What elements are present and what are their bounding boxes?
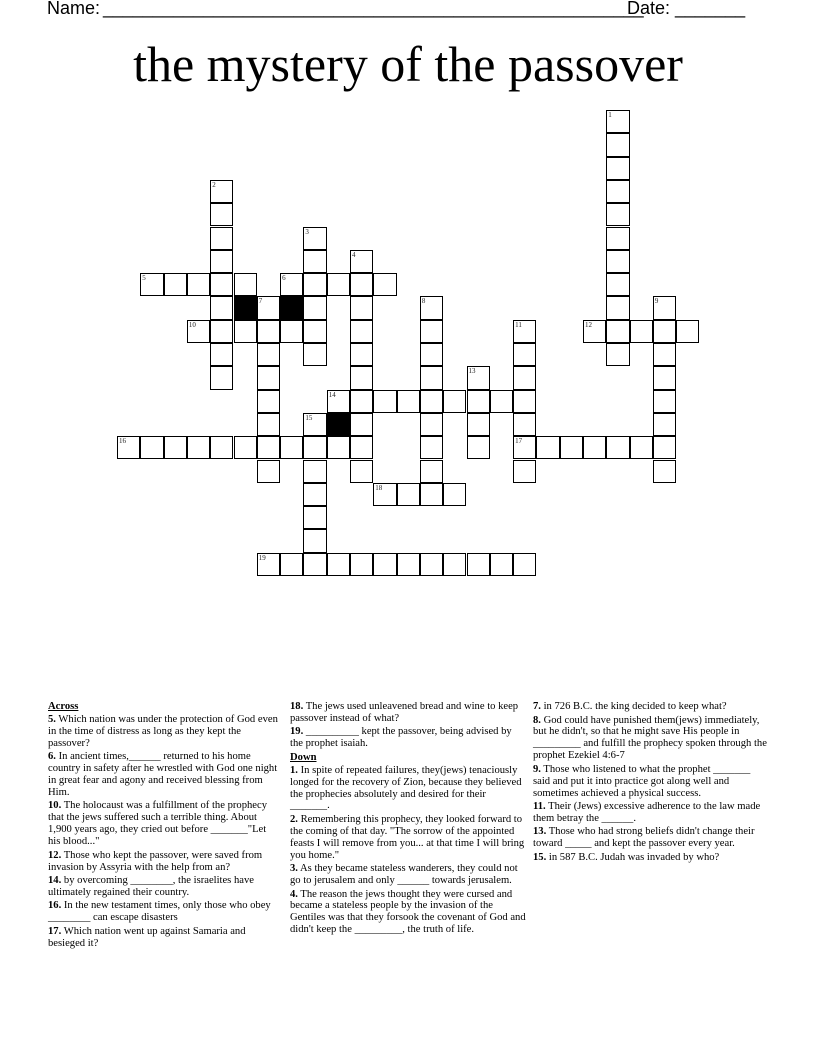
- grid-cell[interactable]: [606, 320, 629, 343]
- grid-cell[interactable]: [606, 133, 629, 156]
- grid-cell[interactable]: [467, 553, 490, 576]
- grid-cell[interactable]: [653, 366, 676, 389]
- clue-across-6: [48, 751, 280, 799]
- grid-cell[interactable]: [257, 343, 280, 366]
- grid-cell[interactable]: [303, 227, 326, 250]
- grid-cell[interactable]: [117, 436, 140, 459]
- grid-cell[interactable]: [327, 553, 350, 576]
- clue-text: Which nation was under the protection of God even in the time of distress as long as they kept the passover?: [48, 713, 278, 749]
- grid-cell[interactable]: [280, 273, 303, 296]
- grid-cell[interactable]: [210, 180, 233, 203]
- clue-down-7: [533, 701, 769, 713]
- clue-number: 12.: [48, 849, 62, 861]
- grid-cell[interactable]: [420, 483, 443, 506]
- grid-cell[interactable]: [350, 460, 373, 483]
- clue-number: 8.: [533, 714, 541, 726]
- grid-cell[interactable]: [257, 460, 280, 483]
- grid-cell[interactable]: [303, 273, 326, 296]
- clue-text: The jews used unleavened bread and wine to keep passover instead of what?: [290, 701, 519, 724]
- grid-cell[interactable]: [187, 273, 210, 296]
- grid-cell[interactable]: [630, 436, 653, 459]
- grid-cell[interactable]: [536, 436, 559, 459]
- clue-text: In ancient times,______ returned to his home country in safety after he wrestled with God one night in great fear and agony and received blessing from Him.: [48, 751, 278, 798]
- date-field[interactable]: Date: _______: [627, 0, 746, 18]
- grid-cell[interactable]: [467, 413, 490, 436]
- grid-cell[interactable]: [420, 553, 443, 576]
- grid-cell[interactable]: [257, 436, 280, 459]
- clue-down-15: [533, 852, 769, 864]
- grid-cell[interactable]: [513, 553, 536, 576]
- grid-cell[interactable]: [606, 203, 629, 226]
- grid-cell[interactable]: [210, 436, 233, 459]
- clue-number-label: 7: [258, 297, 263, 306]
- clues-column-1: [48, 701, 280, 951]
- grid-cell[interactable]: [606, 296, 629, 319]
- clue-number-label: 13: [468, 367, 476, 376]
- grid-cell[interactable]: [257, 296, 280, 319]
- grid-cell[interactable]: [653, 413, 676, 436]
- grid-cell[interactable]: [676, 320, 699, 343]
- grid-cell[interactable]: [420, 320, 443, 343]
- clue-down-2: [290, 814, 526, 862]
- clue-text: Remembering this prophecy, they looked forward to the coming of that day. "The sorrow of the appointed feasts I will remove from you... at that time I will bring you home.": [290, 813, 525, 861]
- grid-cell[interactable]: [257, 553, 280, 576]
- grid-cell[interactable]: [513, 320, 536, 343]
- clue-number-label: 2: [212, 180, 216, 189]
- grid-cell[interactable]: [350, 553, 373, 576]
- grid-cell[interactable]: [443, 553, 466, 576]
- clue-text: As they became stateless wanderers, they could not go to jerusalem and only ______ towards jerusalem.: [290, 863, 518, 887]
- grid-cell[interactable]: [490, 390, 513, 413]
- grid-cell[interactable]: [140, 273, 163, 296]
- grid-cell[interactable]: [257, 390, 280, 413]
- clue-text: The reason the jews thought they were cursed and became a stateless people by the invasion of the Gentiles was that they forsook the covenant of God and didn't keep the _________, the truth of life.: [290, 888, 526, 936]
- clue-number-label: 14: [328, 390, 336, 399]
- clue-down-1: [290, 765, 526, 813]
- grid-cell[interactable]: [606, 250, 629, 273]
- grid-cell[interactable]: [513, 366, 536, 389]
- clue-number: 19.: [290, 726, 304, 738]
- grid-cell[interactable]: [653, 296, 676, 319]
- clue-number: 4.: [290, 888, 298, 900]
- grid-cell[interactable]: [350, 320, 373, 343]
- clue-text: God could have punished them(jews) immediately, but he didn't, so that he might save His people in _________ and fulfill the prophecy spoken through the prophet Ezekiel 4:6-7: [533, 714, 767, 762]
- grid-cell[interactable]: [583, 320, 606, 343]
- crossword-grid: [117, 110, 717, 590]
- clue-number: 13.: [533, 826, 547, 838]
- clue-text: by overcoming ________, the israelites have ultimately regained their country.: [48, 875, 254, 898]
- clue-text: Which nation went up against Samaria and besieged it?: [48, 925, 246, 949]
- grid-cell[interactable]: [303, 483, 326, 506]
- clue-number-label: 15: [305, 413, 313, 422]
- grid-cell[interactable]: [140, 436, 163, 459]
- grid-cell[interactable]: [513, 343, 536, 366]
- grid-cell[interactable]: [257, 366, 280, 389]
- clue-down-11: [533, 801, 769, 825]
- grid-cell[interactable]: [257, 413, 280, 436]
- grid-cell[interactable]: [420, 460, 443, 483]
- clue-number: 15.: [533, 851, 547, 863]
- clue-number: 7.: [533, 701, 541, 712]
- grid-cell[interactable]: [187, 320, 210, 343]
- clue-down-4: [290, 889, 526, 937]
- grid-cell[interactable]: [303, 320, 326, 343]
- clue-number-label: 4: [352, 250, 356, 259]
- clue-number: 3.: [290, 863, 298, 875]
- black-cell: [327, 413, 350, 436]
- grid-cell[interactable]: [210, 343, 233, 366]
- clue-number: 10.: [48, 800, 62, 812]
- grid-cell[interactable]: [653, 460, 676, 483]
- grid-cell[interactable]: [653, 320, 676, 343]
- grid-cell[interactable]: [606, 436, 629, 459]
- clue-text: Those who listened to what the prophet _______ said and put it into practice got along well and sometimes achieved a physical success.: [533, 763, 751, 799]
- clue-down-13: [533, 826, 769, 850]
- clue-across-5: [48, 714, 280, 750]
- clue-number-label: 1: [608, 111, 612, 119]
- grid-cell[interactable]: [653, 390, 676, 413]
- clue-number-label: 10: [188, 320, 196, 329]
- clue-down-3: [290, 863, 526, 887]
- grid-cell[interactable]: [420, 436, 443, 459]
- clue-text: In the new testament times, only those who obey ________ can escape disasters: [48, 900, 271, 924]
- grid-cell[interactable]: [397, 483, 420, 506]
- grid-cell[interactable]: [210, 227, 233, 250]
- clue-text: Those who had strong beliefs didn't change their toward _____ and kept the passover every year.: [533, 826, 755, 850]
- grid-cell[interactable]: [350, 413, 373, 436]
- clue-number: 18.: [290, 701, 304, 712]
- grid-cell[interactable]: [303, 296, 326, 319]
- grid-cell[interactable]: [280, 436, 303, 459]
- clues-column-3: [533, 701, 769, 865]
- clue-number-label: 3: [305, 227, 309, 236]
- grid-cell[interactable]: [303, 460, 326, 483]
- page-title: the mystery of the passover: [133, 36, 683, 92]
- grid-cell[interactable]: [350, 343, 373, 366]
- clue-across-17: [48, 926, 280, 950]
- grid-cell[interactable]: [280, 320, 303, 343]
- grid-cell[interactable]: [210, 273, 233, 296]
- black-cell: [234, 296, 257, 319]
- clue-number-label: 11: [515, 320, 522, 329]
- across-heading: Across: [48, 701, 79, 712]
- grid-cell[interactable]: [350, 390, 373, 413]
- grid-cell[interactable]: [630, 320, 653, 343]
- clues-column-2: [290, 701, 526, 938]
- grid-cell[interactable]: [187, 436, 210, 459]
- grid-cell[interactable]: [513, 436, 536, 459]
- grid-cell[interactable]: [373, 273, 396, 296]
- grid-cell[interactable]: [303, 250, 326, 273]
- grid-cell[interactable]: [303, 506, 326, 529]
- clue-number-label: 9: [654, 297, 659, 306]
- grid-cell[interactable]: [234, 320, 257, 343]
- clue-number: 9.: [533, 763, 541, 775]
- grid-cell[interactable]: [350, 250, 373, 273]
- name-field[interactable]: ______________________________________________________: [103, 0, 644, 18]
- name-label: Name:: [47, 0, 101, 18]
- grid-cell[interactable]: [234, 436, 257, 459]
- clue-text: In spite of repeated failures, they(jews) tenaciously longed for the recovery of Zion, because they believed the prophecies absolutely and desired for their _______.: [290, 764, 522, 812]
- clue-number-label: 19: [258, 553, 266, 562]
- grid-cell[interactable]: [373, 483, 396, 506]
- clue-text: Their (Jews) excessive adherence to the law made them betray the ______.: [533, 801, 761, 824]
- grid-cell[interactable]: [420, 296, 443, 319]
- grid-cell[interactable]: [420, 413, 443, 436]
- grid-cell[interactable]: [210, 366, 233, 389]
- grid-cell[interactable]: [606, 343, 629, 366]
- grid-cell[interactable]: [303, 343, 326, 366]
- grid-cell[interactable]: [583, 436, 606, 459]
- grid-cell[interactable]: [210, 320, 233, 343]
- clue-down-8: [533, 715, 769, 763]
- clue-number-label: 5: [142, 274, 146, 283]
- grid-cell[interactable]: [397, 553, 420, 576]
- clue-text: Those who kept the passover, were saved from invasion by Assyria with the help from an?: [48, 849, 263, 873]
- grid-cell[interactable]: [490, 553, 513, 576]
- grid-cell[interactable]: [606, 273, 629, 296]
- grid-cell[interactable]: [420, 390, 443, 413]
- grid-cell[interactable]: [257, 320, 280, 343]
- grid-cell[interactable]: [560, 436, 583, 459]
- grid-cell[interactable]: [280, 553, 303, 576]
- grid-cell[interactable]: [397, 390, 420, 413]
- grid-cell[interactable]: [420, 366, 443, 389]
- grid-cell[interactable]: [606, 110, 629, 133]
- grid-cell[interactable]: [164, 436, 187, 459]
- clue-number-label: 12: [585, 320, 592, 329]
- clue-number-label: 18: [375, 483, 383, 492]
- grid-cell[interactable]: [327, 436, 350, 459]
- grid-cell[interactable]: [373, 390, 396, 413]
- grid-cell[interactable]: [513, 460, 536, 483]
- grid-cell[interactable]: [513, 390, 536, 413]
- clue-text: in 587 B.C. Judah was invaded by who?: [546, 851, 720, 863]
- grid-cell[interactable]: [327, 390, 350, 413]
- grid-cell[interactable]: [420, 343, 443, 366]
- grid-cell[interactable]: [303, 529, 326, 552]
- clue-across-14: [48, 875, 280, 899]
- grid-cell[interactable]: [513, 413, 536, 436]
- grid-cell[interactable]: [653, 436, 676, 459]
- grid-cell[interactable]: [653, 343, 676, 366]
- grid-cell[interactable]: [210, 203, 233, 226]
- clue-down-9: [533, 764, 769, 800]
- clue-text: __________ kept the passover, being advised by the prophet isaiah.: [290, 726, 512, 750]
- grid-cell[interactable]: [606, 157, 629, 180]
- clue-number: 5.: [48, 713, 56, 725]
- clue-number: 2.: [290, 813, 298, 825]
- grid-cell[interactable]: [443, 390, 466, 413]
- grid-cell[interactable]: [350, 436, 373, 459]
- clue-number: 16.: [48, 900, 62, 912]
- black-cell: [280, 296, 303, 319]
- grid-cell[interactable]: [467, 436, 490, 459]
- clue-number-label: 16: [119, 437, 126, 446]
- grid-cell[interactable]: [210, 250, 233, 273]
- grid-cell[interactable]: [606, 180, 629, 203]
- clue-text: The holocaust was a fulfillment of the prophecy that the jews suffered such a terrible thing. About 1,900 years ago, they cried out before _______"Let his blood...": [48, 800, 267, 848]
- clue-across-12: [48, 850, 280, 874]
- clue-number-label: 17: [515, 437, 523, 446]
- clue-number: 14.: [48, 875, 62, 887]
- grid-cell[interactable]: [467, 390, 490, 413]
- clue-across-19: [290, 726, 526, 750]
- clue-across-10: [48, 800, 280, 848]
- grid-cell[interactable]: [164, 273, 187, 296]
- clue-across-18: [290, 701, 526, 725]
- clue-number: 11.: [533, 801, 546, 813]
- clue-number-label: 6: [282, 274, 286, 283]
- grid-cell[interactable]: [350, 296, 373, 319]
- clue-number: 1.: [290, 764, 298, 776]
- grid-cell[interactable]: [373, 553, 396, 576]
- grid-cell[interactable]: [350, 273, 373, 296]
- grid-cell[interactable]: [606, 227, 629, 250]
- clue-number: 6.: [48, 751, 56, 763]
- grid-cell[interactable]: [234, 273, 257, 296]
- clue-number: 17.: [48, 925, 62, 937]
- grid-cell[interactable]: [443, 483, 466, 506]
- grid-cell[interactable]: [210, 296, 233, 319]
- grid-cell[interactable]: [350, 366, 373, 389]
- clue-text: in 726 B.C. the king decided to keep what?: [540, 701, 727, 712]
- clue-across-16: [48, 900, 280, 924]
- grid-cell[interactable]: [303, 553, 326, 576]
- grid-cell[interactable]: [467, 366, 490, 389]
- grid-cell[interactable]: [303, 413, 326, 436]
- grid-cell[interactable]: [303, 436, 326, 459]
- grid-cell[interactable]: [327, 273, 350, 296]
- down-heading: Down: [290, 751, 317, 763]
- clue-number-label: 8: [421, 297, 426, 306]
